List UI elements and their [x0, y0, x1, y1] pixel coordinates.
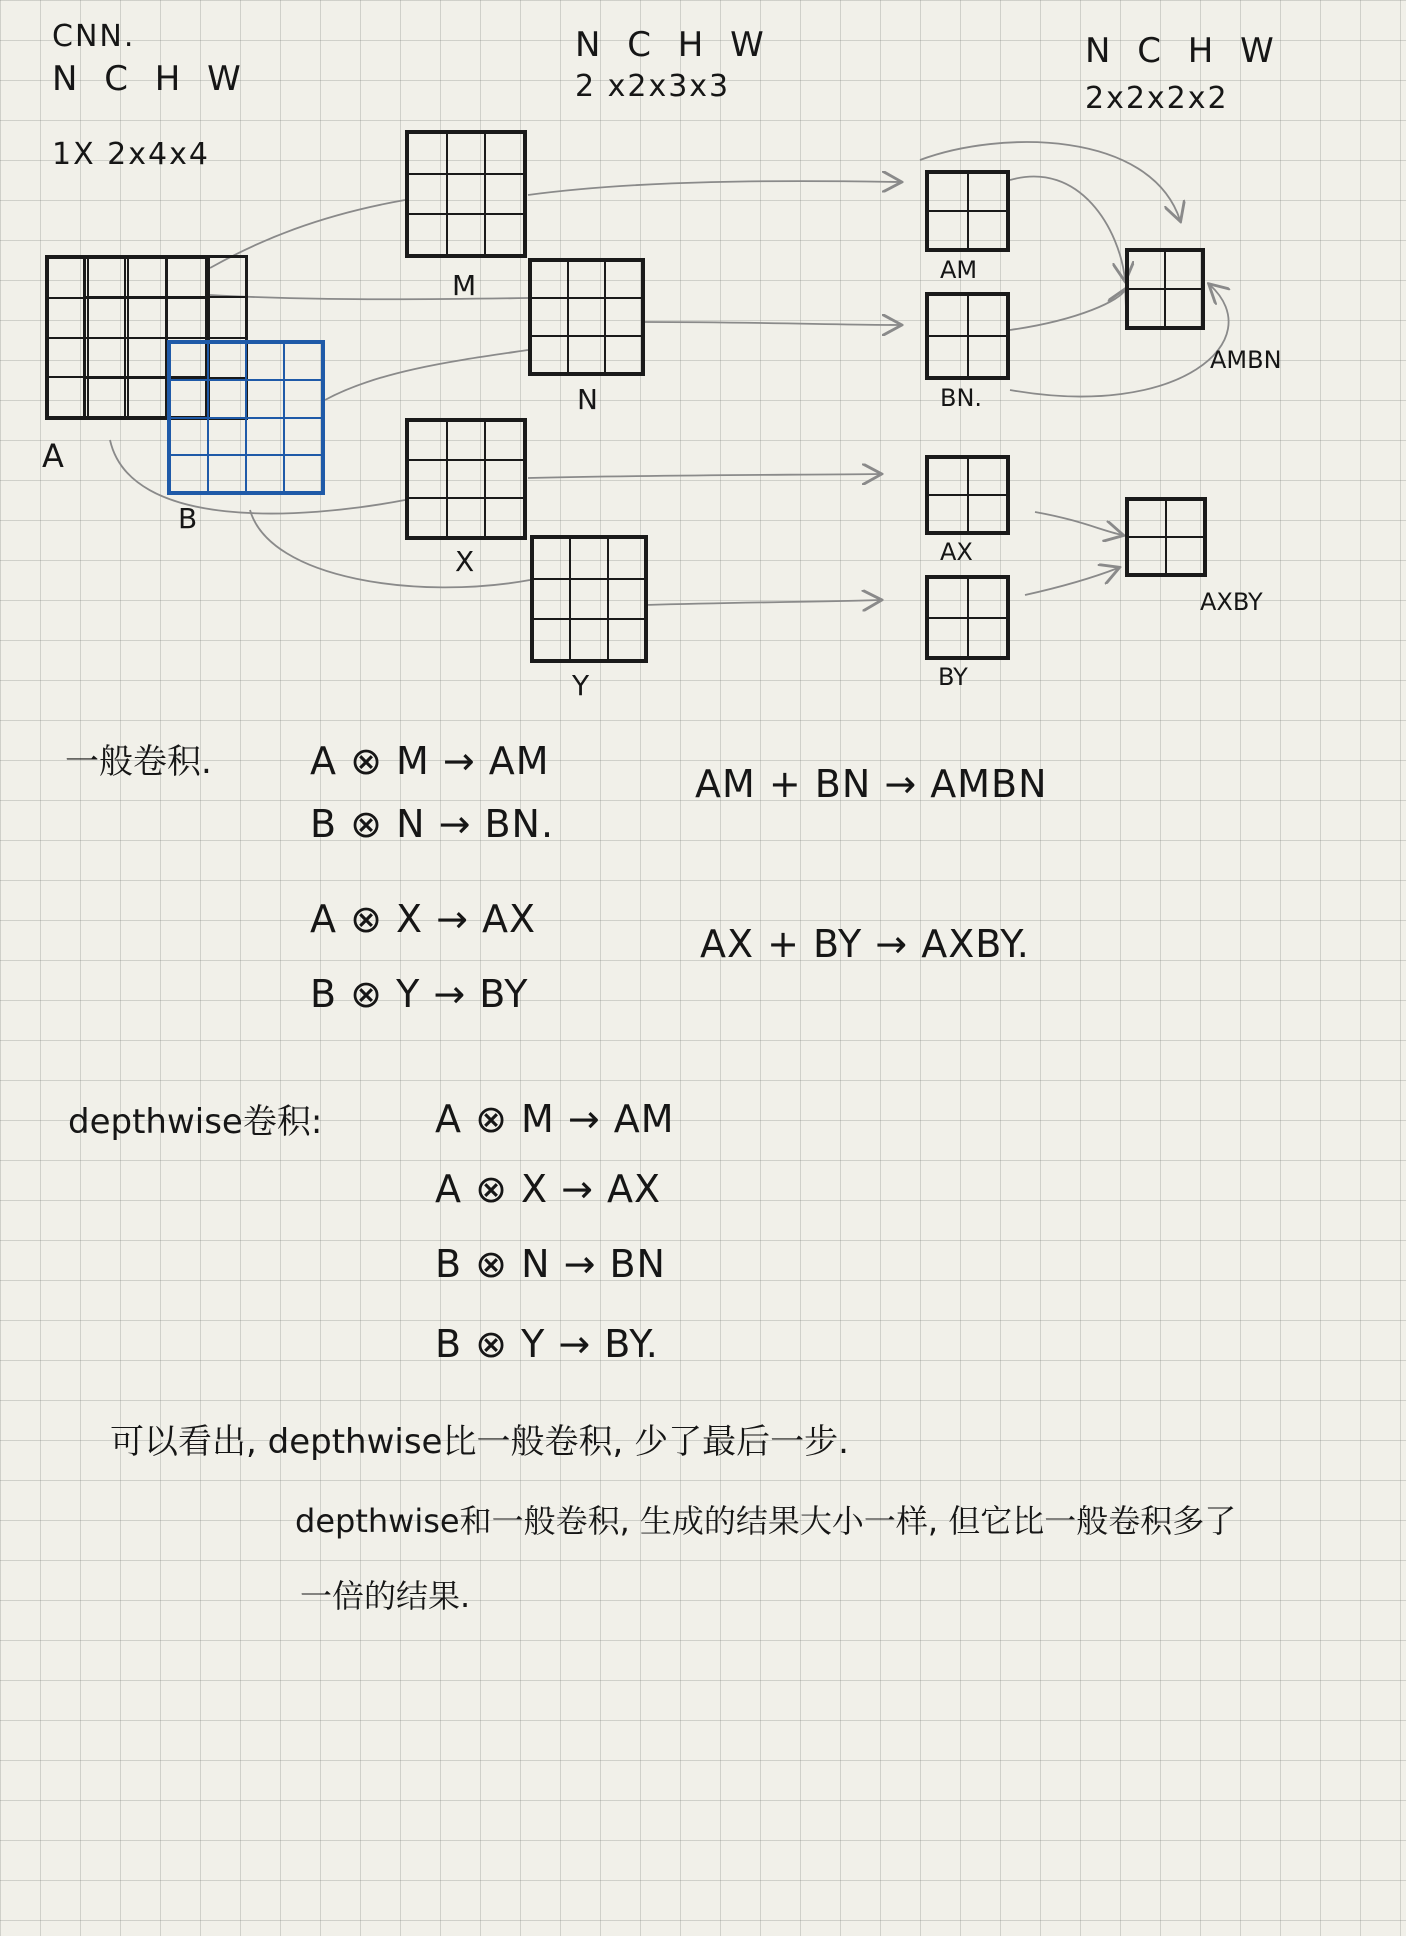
input-title: CNN. [52, 19, 136, 54]
label-x: X [455, 545, 475, 578]
output-bn [925, 292, 1010, 380]
input-dims-label: 1X 2x4x4 [52, 137, 210, 172]
depthwise-line-1: A ⊗ M → AM [435, 1097, 675, 1141]
kernel-m [405, 130, 527, 258]
label-m: M [452, 269, 477, 302]
arrow-am-to-ambn [1010, 176, 1125, 280]
depthwise-conv-title: depthwise卷积: [68, 1102, 323, 1142]
general-sum-2: AX + BY → AXBY. [700, 922, 1030, 966]
label-axby: AXBY [1200, 588, 1263, 616]
label-am: AM [940, 256, 978, 284]
note-line-3: 一倍的结果. [300, 1577, 471, 1615]
kernel-y [530, 535, 648, 663]
input-layout-label: N C H W [52, 59, 249, 99]
depthwise-line-3: B ⊗ N → BN [435, 1242, 666, 1286]
kernel-n [528, 258, 645, 376]
arrow-by-to-axby [1025, 568, 1118, 595]
output-ax [925, 455, 1010, 535]
output-am [925, 170, 1010, 252]
arrow-ax-to-axby [1035, 512, 1122, 535]
label-bn: BN. [940, 384, 983, 412]
output-ambn [1125, 248, 1205, 330]
note-line-2: depthwise和一般卷积, 生成的结果大小一样, 但它比一般卷积多了 [295, 1502, 1237, 1540]
general-line-3: A ⊗ X → AX [310, 897, 537, 941]
general-sum-1: AM + BN → AMBN [695, 762, 1048, 806]
label-by: BY [938, 663, 968, 691]
label-ambn: AMBN [1210, 346, 1282, 374]
label-n: N [577, 383, 598, 416]
label-ax: AX [940, 538, 973, 566]
general-conv-title: 一般卷积. [65, 742, 212, 782]
label-a: A [42, 437, 64, 475]
kernel-layout-label: N C H W [575, 25, 772, 65]
depthwise-line-4: B ⊗ Y → BY. [435, 1322, 659, 1366]
arrow-m-to-am [528, 181, 900, 195]
output-dims-label: 2x2x2x2 [1085, 81, 1229, 116]
note-line-1: 可以看出, depthwise比一般卷积, 少了最后一步. [110, 1422, 849, 1462]
label-y: Y [572, 669, 590, 702]
arrow-y-to-by [645, 600, 880, 605]
arrow-bn-to-ambn [1010, 290, 1125, 330]
general-line-1: A ⊗ M → AM [310, 739, 550, 783]
label-b: B [178, 502, 198, 535]
output-by [925, 575, 1010, 660]
output-layout-label: N C H W [1085, 31, 1282, 71]
output-axby [1125, 497, 1207, 577]
arrow-x-to-ax [528, 474, 880, 478]
arrow-n-to-bn [645, 322, 900, 325]
kernel-x [405, 418, 527, 540]
arrow-a-to-n [210, 295, 528, 299]
kernel-dims-label: 2 x2x3x3 [575, 69, 731, 104]
arrow-b-to-n [325, 350, 528, 400]
general-line-2: B ⊗ N → BN. [310, 802, 555, 846]
depthwise-line-2: A ⊗ X → AX [435, 1167, 662, 1211]
input-channel-b [167, 340, 325, 495]
general-line-4: B ⊗ Y → BY [310, 972, 529, 1016]
